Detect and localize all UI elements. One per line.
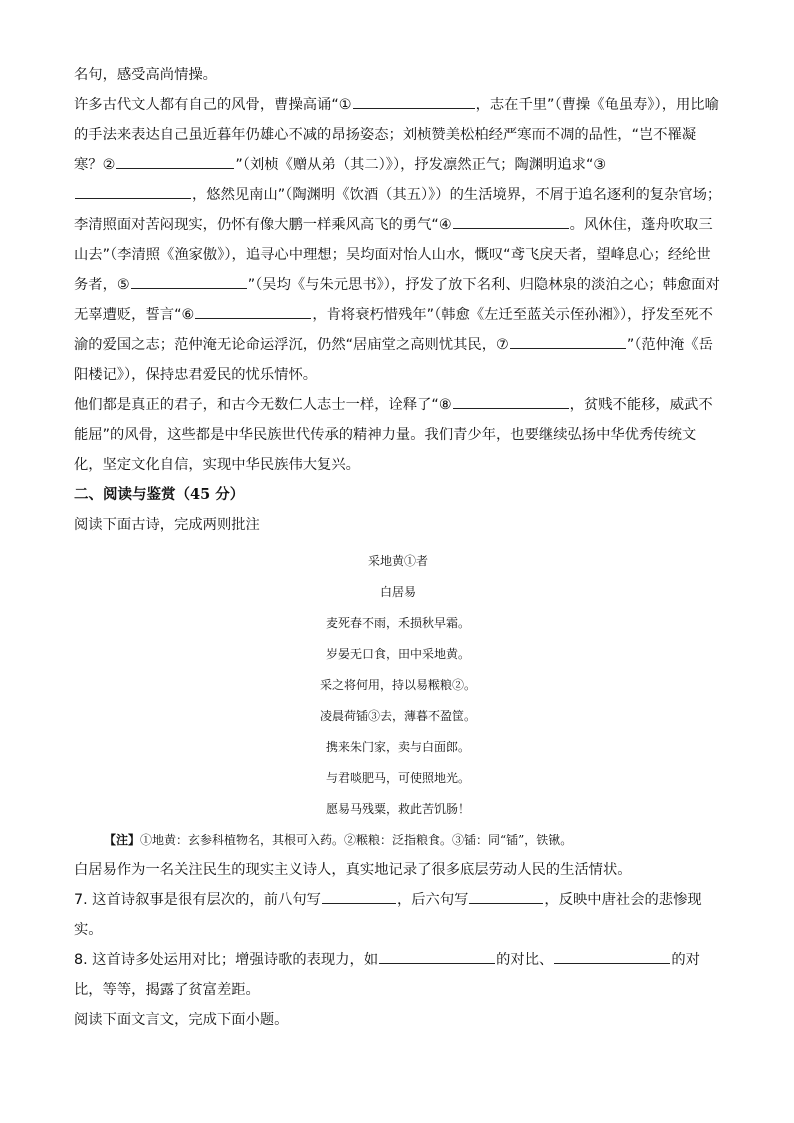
paragraph-author: 白居易作为一名关注民生的现实主义诗人，真实地记录了很多底层劳动人民的生活情状。: [74, 862, 632, 878]
poem-line: 携来朱门家，卖与白面郎。: [325, 740, 470, 754]
blank-4[interactable]: [453, 214, 569, 229]
instruction-classical: 阅读下面文言文，完成下面小题。: [74, 1012, 289, 1028]
blank-1[interactable]: [353, 94, 475, 109]
q8-blank-2[interactable]: [554, 949, 670, 964]
poem-line: 凌晨荷锸③去，薄暮不盈筐。: [319, 709, 476, 723]
blank-5[interactable]: [131, 274, 247, 289]
poem: [74, 546, 722, 825]
q8-blank-1[interactable]: [379, 949, 495, 964]
question-8: 8. 这首诗多处运用对比；增强诗歌的表现力，如 的对比、 的对比，等等，揭露了贫富差距。: [74, 945, 722, 1005]
note-text: ①地黄：玄参科植物名，其根可入药。②糇粮：泛指粮食。③锸：同“锸”，铁锹。: [140, 833, 573, 847]
poem-line: 麦死春不雨，禾损秋早霜。: [325, 616, 470, 630]
blank-3[interactable]: [75, 184, 191, 199]
document-page: [74, 60, 722, 1035]
blank-8[interactable]: [453, 394, 569, 409]
poem-line: 愿易马残粟，救此苦饥肠！: [325, 802, 470, 816]
question-7: 7. 这首诗叙事是很有层次的，前八句写 ，后六句写 ，反映中唐社会的悲惨现实。: [74, 885, 722, 945]
q7-blank-2[interactable]: [469, 889, 543, 904]
poem-line: 与君啖肥马，可使照地光。: [325, 771, 470, 785]
q7-blank-1[interactable]: [322, 889, 396, 904]
blank-6[interactable]: [195, 304, 311, 319]
paragraph-fill-blanks: 许多古代文人都有自己的风骨，曹操高诵“① ，志在千里”（曹操《龟虽寿》），用比喻的手法来表达自己虽近暮年仍雄心不减的昂扬姿态；刘桢赞美松柏经严寒而不凋的品性，“岂不罹凝寒？② ”（刘桢《赠从弟（其二）》），抒发凛然正气；陶渊明追求“③，悠然见南山”（陶渊明《饮酒（其五）》）的生活境界，不屑于追名逐利的复杂官场；李清照面对苦闷现实，仍怀有像大鹏一样乘风高飞的勇气“④ 。风休住，蓬舟吹取三山去”（李清照《渔家傲》），追寻心中理想；吴均面对怡人山水，慨叹“鸢飞戾天者，望峰息心；经纶世务者，⑤ ”（吴均《与朱元思书》），抒发了放下名利、归隐林泉的淡泊之心；韩愈面对无辜遭贬，誓言“⑥ ，肯将衰朽惜残年”（韩愈《左迁至蓝关示侄孙湘》），抒发至死不渝的爱国之志；范仲淹无论命运浮沉，仍然“居庙堂之高则忧其民，⑦ ”（范仲淹《岳阳楼记》），保持忠君爱民的忧乐情怀。: [74, 90, 722, 390]
blank-2[interactable]: [116, 154, 234, 169]
note-label: 【注】: [104, 833, 141, 847]
paragraph-conclusion: 他们都是真正的君子，和古今无数仁人志士一样，诠释了“⑧ ，贫贱不能移，威武不能屈”的风骨，这些都是中华民族世代传承的精神力量。我们青少年，也要继续弘扬中华优秀传统文化，坚定文化自信，实现中华民族伟大复兴。: [74, 390, 722, 480]
intro-tail: 名句，感受高尚情操。: [74, 67, 217, 83]
blank-7[interactable]: [510, 334, 626, 349]
poem-title: 采地黄①者: [367, 554, 428, 568]
section-heading: 二、阅读与鉴赏（45 分）: [74, 486, 245, 503]
poem-author: 白居易: [379, 585, 416, 599]
poem-line: 岁晏无口食，田中采地黄。: [325, 647, 470, 661]
poem-line: 采之将何用，持以易糇粮②。: [319, 678, 476, 692]
poem-note: [74, 825, 722, 855]
instruction-poem: 阅读下面古诗，完成两则批注: [74, 517, 260, 533]
